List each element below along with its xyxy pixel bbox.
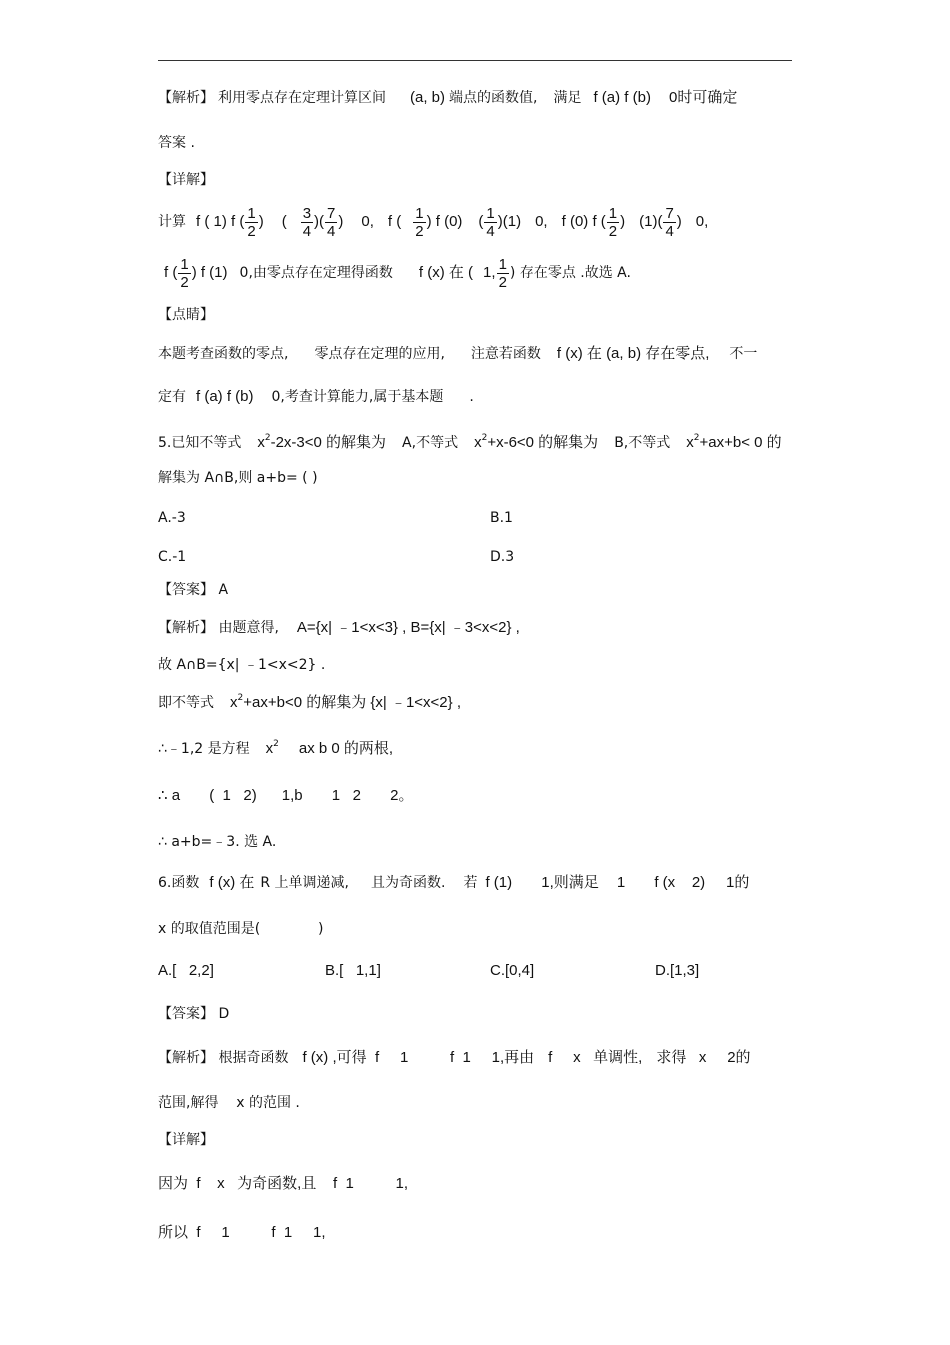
q5-analysis-line-5 bbox=[158, 787, 413, 805]
text: ∴﹣1,2 是方程 bbox=[158, 741, 250, 757]
numerator: 1 bbox=[608, 204, 618, 222]
text: 故 A∩B={x| ﹣1<x<2} . bbox=[158, 657, 326, 673]
q5-stem-line-1 bbox=[158, 434, 782, 452]
math: f ( bbox=[387, 213, 402, 230]
q6-detail-line-2 bbox=[158, 1224, 326, 1242]
answer-text: 【答案】 D bbox=[158, 1006, 230, 1022]
fraction bbox=[413, 205, 425, 240]
text: 0,考查计算能力,属于基本题 bbox=[271, 389, 444, 405]
numerator: 3 bbox=[302, 204, 312, 222]
math: ( bbox=[478, 213, 484, 230]
detail-tag-text: 【详解】 bbox=[158, 172, 214, 188]
detail-tag bbox=[158, 171, 214, 189]
math: +x-6<0 的解集为 bbox=[487, 434, 599, 451]
fraction bbox=[301, 205, 313, 240]
denominator: 2 bbox=[608, 222, 618, 240]
text: 【解析】 由题意得, bbox=[158, 620, 279, 636]
numerator: 1 bbox=[415, 204, 424, 222]
math: ) f (1) bbox=[191, 264, 228, 281]
q6-stem-line-1 bbox=[158, 874, 749, 892]
analysis-line-1 bbox=[158, 89, 737, 107]
math: )( bbox=[314, 213, 325, 230]
q5-option-d bbox=[490, 548, 514, 566]
q5-option-c bbox=[158, 548, 186, 566]
text: 不一 bbox=[729, 346, 758, 362]
superscript: 2 bbox=[273, 739, 279, 749]
math: ax b 0 的两根, bbox=[298, 740, 394, 757]
option-text: C.[0,4] bbox=[490, 962, 535, 979]
text: x 的取值范围是( ) bbox=[158, 921, 324, 937]
answer-text: 【答案】 A bbox=[158, 582, 229, 598]
math: f (a) f (b) bbox=[196, 388, 254, 405]
q5-analysis-line-1 bbox=[158, 619, 520, 637]
superscript: 2 bbox=[693, 433, 700, 443]
math: 求得 x 2的 bbox=[656, 1049, 751, 1066]
q5-stem-line-2 bbox=[158, 469, 318, 487]
math: 0, bbox=[695, 213, 709, 230]
math: x bbox=[257, 434, 265, 451]
math: ( bbox=[281, 213, 287, 230]
q6-analysis-line-1 bbox=[158, 1049, 751, 1067]
numerator: 1 bbox=[498, 255, 507, 273]
option-text: A.-3 bbox=[158, 510, 186, 526]
comment-line-2 bbox=[158, 388, 474, 406]
math: +ax+b< 0 的 bbox=[699, 434, 782, 451]
comment-tag-text: 【点睛】 bbox=[158, 307, 214, 323]
math: f (1) 1,则满足 bbox=[485, 874, 599, 891]
denominator: 4 bbox=[486, 222, 495, 240]
q5-analysis-line-6 bbox=[158, 833, 276, 851]
q6-option-a bbox=[158, 962, 214, 980]
math: 所以 f 1 f 1 1, bbox=[158, 1224, 326, 1241]
numerator: 1 bbox=[247, 204, 256, 222]
q6-option-b bbox=[325, 962, 381, 980]
math: x bbox=[474, 434, 482, 451]
text: 【解析】 根据奇函数 bbox=[158, 1050, 289, 1066]
q6-detail-line-1 bbox=[158, 1175, 408, 1193]
option-text: C.-1 bbox=[158, 549, 187, 565]
q6-option-d bbox=[655, 962, 699, 980]
text: 端点的函数值, bbox=[449, 90, 538, 106]
math: ) bbox=[338, 213, 344, 230]
q5-option-a bbox=[158, 509, 186, 527]
text: 利用零点存在定理计算区间 bbox=[218, 90, 386, 106]
option-text: B.1 bbox=[490, 510, 513, 526]
math: f ( bbox=[164, 264, 178, 281]
math: f (x) 在 ( bbox=[418, 264, 474, 281]
fraction bbox=[178, 256, 190, 291]
analysis-line-2 bbox=[158, 134, 195, 152]
numerator: 7 bbox=[665, 204, 674, 222]
superscript: 2 bbox=[481, 433, 488, 443]
fraction bbox=[484, 205, 496, 240]
denominator: 2 bbox=[247, 222, 256, 240]
superscript: 2 bbox=[237, 693, 244, 703]
comment-line-1 bbox=[158, 345, 757, 363]
q5-analysis-line-4 bbox=[158, 740, 393, 758]
math: (1)( bbox=[639, 213, 663, 230]
option-text: D.[1,3] bbox=[655, 962, 700, 979]
text: 0,由零点存在定理得函数 bbox=[239, 265, 393, 281]
q6-detail-tag bbox=[158, 1131, 214, 1149]
numerator: 1 bbox=[180, 255, 189, 273]
text: 答案 . bbox=[158, 135, 195, 151]
text: . bbox=[469, 389, 474, 405]
denominator: 2 bbox=[498, 273, 507, 291]
math: +ax+b<0 的解集为 {x| ﹣1<x<2} , bbox=[243, 694, 461, 711]
fraction bbox=[325, 205, 337, 240]
option-text: D.3 bbox=[490, 549, 515, 565]
math: 0, bbox=[535, 213, 548, 230]
math: 因为 f x 为奇函数,且 f 1 1, bbox=[158, 1175, 409, 1192]
math: x bbox=[686, 434, 694, 451]
calc-line-2 bbox=[164, 253, 631, 293]
fraction bbox=[607, 205, 619, 240]
text: 计算 bbox=[158, 214, 186, 230]
text: 解集为 A∩B,则 a+b= ( ) bbox=[158, 470, 318, 486]
analysis-tag: 【解析】 bbox=[158, 90, 214, 106]
text: 本题考查函数的零点, bbox=[158, 346, 289, 362]
math: ) bbox=[676, 213, 682, 230]
text: ) 存在零点 .故选 A. bbox=[509, 265, 631, 281]
q5-option-b bbox=[490, 509, 513, 527]
math: 0时可确定 bbox=[668, 89, 738, 106]
fraction bbox=[663, 205, 675, 240]
text: 即不等式 bbox=[158, 695, 214, 711]
denominator: 2 bbox=[180, 273, 189, 291]
math: f (a) f (b) bbox=[593, 89, 651, 106]
math: ) bbox=[258, 213, 264, 230]
q6-option-c bbox=[490, 962, 534, 980]
math: x bbox=[230, 694, 238, 711]
text: R 上单调递减, bbox=[260, 875, 349, 891]
math: ) f (0) bbox=[426, 213, 463, 230]
math: -2x-3<0 的解集为 bbox=[270, 434, 387, 451]
math: ) bbox=[620, 213, 626, 230]
text: 定有 bbox=[158, 389, 186, 405]
fraction bbox=[497, 256, 509, 291]
q5-analysis-line-2 bbox=[158, 656, 325, 674]
q5-analysis-line-3 bbox=[158, 694, 461, 712]
q5-answer bbox=[158, 581, 228, 599]
math: f (x) 在 (a, b) 存在零点, bbox=[556, 345, 710, 362]
q6-analysis-line-2 bbox=[158, 1094, 300, 1112]
header-rule bbox=[158, 60, 792, 61]
calc-line-1 bbox=[158, 202, 708, 242]
text: ∴ a+b=﹣3. 选 A. bbox=[158, 834, 277, 850]
math: f x 单调性, bbox=[548, 1049, 643, 1066]
text: 且为奇函数. bbox=[371, 875, 446, 891]
denominator: 2 bbox=[415, 222, 424, 240]
math: A={x| ﹣1<x<3} , B={x| ﹣3<x<2} , bbox=[296, 619, 520, 636]
text: 6.函数 bbox=[158, 875, 200, 891]
math: x bbox=[265, 740, 274, 757]
q6-answer bbox=[158, 1005, 229, 1023]
comment-tag bbox=[158, 306, 214, 324]
math: )(1) bbox=[497, 213, 522, 230]
text: 5.已知不等式 bbox=[158, 435, 242, 451]
option-text: A.[ 2,2] bbox=[158, 962, 214, 979]
denominator: 4 bbox=[302, 222, 312, 240]
text: B,不等式 bbox=[614, 435, 671, 451]
text: 若 bbox=[463, 875, 478, 891]
text: 满足 bbox=[553, 90, 582, 106]
denominator: 4 bbox=[665, 222, 674, 240]
q6-stem-line-2 bbox=[158, 920, 324, 938]
math: 0, bbox=[361, 213, 374, 230]
math: f (x) ,可得 f 1 f 1 1,再由 bbox=[302, 1049, 535, 1066]
detail-tag-text: 【详解】 bbox=[158, 1132, 214, 1148]
math: ∴ a ( 1 2) 1,b 1 2 2。 bbox=[158, 787, 414, 804]
math: f (0) f ( bbox=[561, 213, 606, 230]
math: (a, b) bbox=[410, 89, 446, 106]
math: 1, bbox=[483, 264, 496, 281]
text: A,不等式 bbox=[402, 435, 459, 451]
text: 零点存在定理的应用, bbox=[314, 346, 445, 362]
text: 注意若函数 bbox=[470, 346, 541, 362]
numerator: 7 bbox=[327, 204, 336, 222]
numerator: 1 bbox=[486, 204, 495, 222]
text: 范围,解得 x 的范围 . bbox=[158, 1095, 300, 1111]
math: f (x) 在 bbox=[209, 874, 255, 891]
denominator: 4 bbox=[327, 222, 336, 240]
fraction bbox=[245, 205, 257, 240]
superscript: 2 bbox=[264, 433, 271, 443]
math: f ( 1) f ( bbox=[196, 213, 245, 230]
option-text: B.[ 1,1] bbox=[325, 962, 381, 979]
math: 1 f (x 2) 1的 bbox=[616, 874, 750, 891]
